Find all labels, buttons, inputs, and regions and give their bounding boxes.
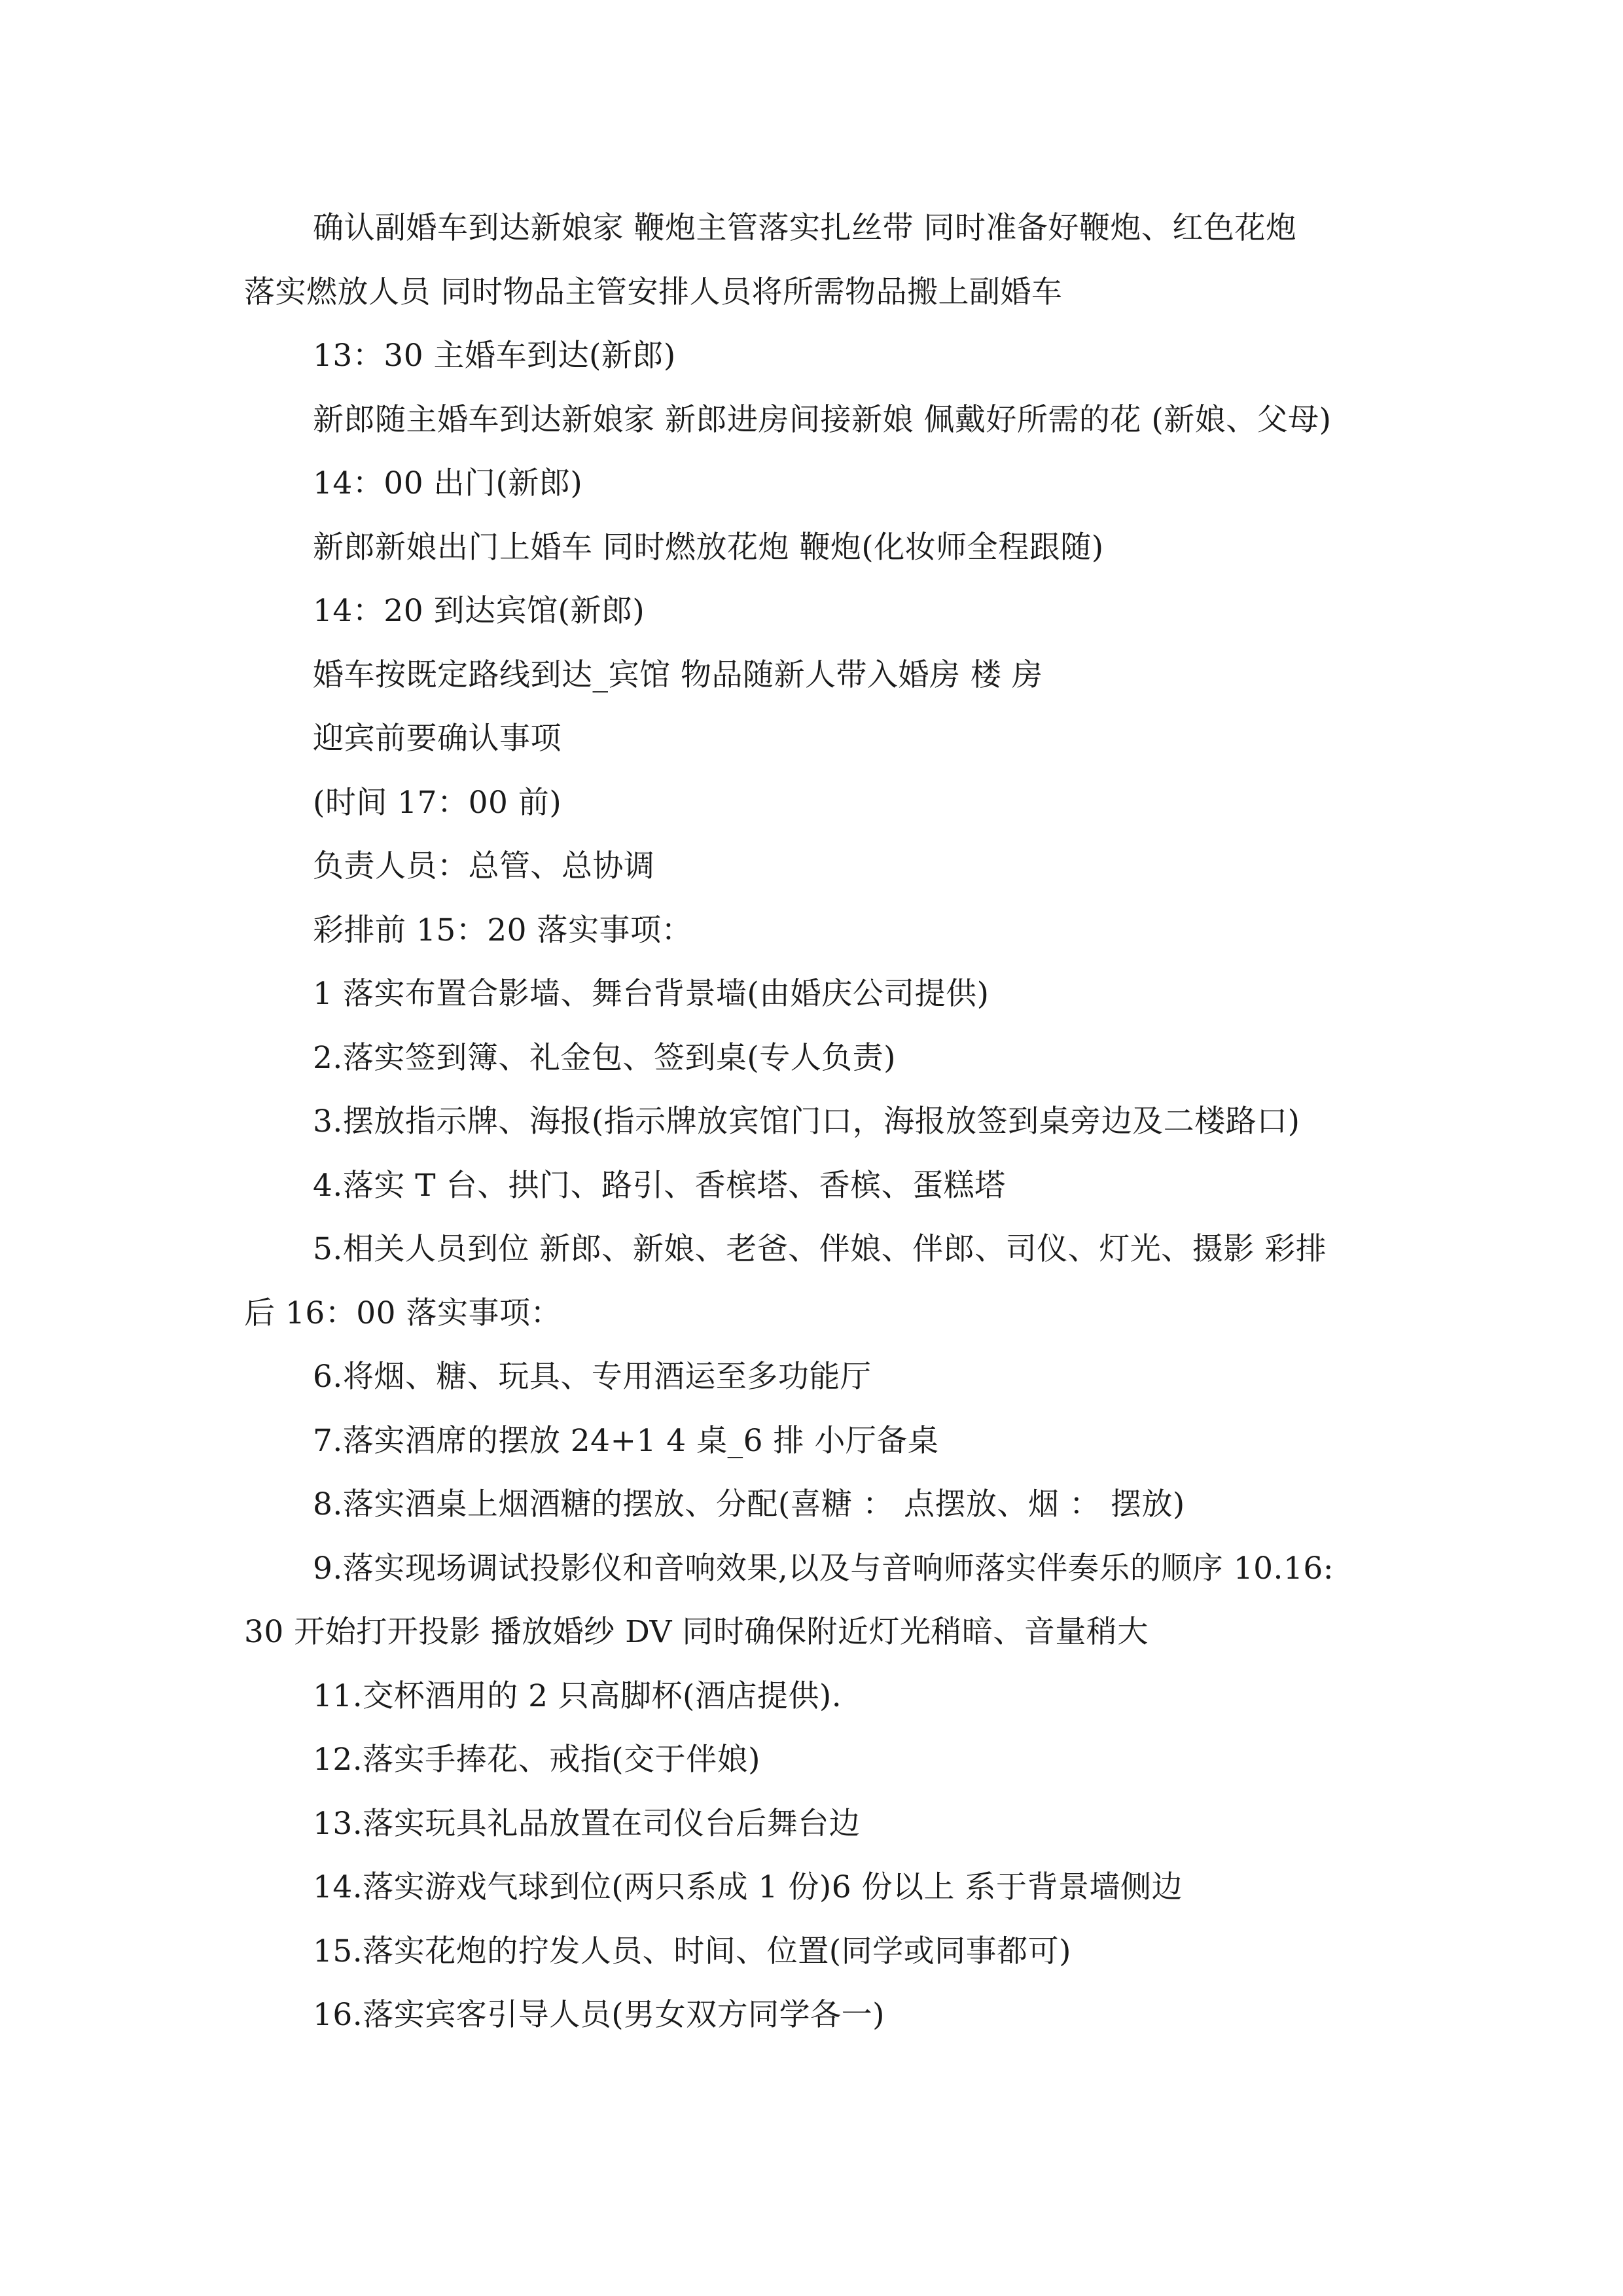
document-line: 13：30 主婚车到达(新郎) <box>313 338 676 374</box>
document-line: 负责人员：总管、总协调 <box>313 848 655 884</box>
document-line: 11.交杯酒用的 2 只高脚杯(酒店提供). <box>313 1677 842 1714</box>
document-line: 新郎随主婚车到达新娘家 新郎进房间接新娘 佩戴好所需的花 (新娘、父母) <box>313 401 1332 438</box>
document-line: 2.落实签到簿、礼金包、签到桌(专人负责) <box>313 1039 897 1076</box>
document-line: 确认副婚车到达新娘家 鞭炮主管落实扎丝带 同时准备好鞭炮、红色花炮 <box>313 210 1297 246</box>
document-line: 彩排前 15：20 落实事项： <box>313 912 692 948</box>
document-line: 迎宾前要确认事项 <box>313 721 562 757</box>
document-line: 4.落实 T 台、拱门、路引、香槟塔、香槟、蛋糕塔 <box>313 1167 1006 1204</box>
document-body <box>244 196 1389 2047</box>
document-line: 9.落实现场调试投影仪和音响效果,以及与音响师落实伴奏乐的顺序 10.16: <box>313 1550 1334 1587</box>
document-line: 3.摆放指示牌、海报(指示牌放宾馆门口，海报放签到桌旁边及二楼路口) <box>313 1103 1300 1139</box>
document-line: 15.落实花炮的拧发人员、时间、位置(同学或同事都可) <box>313 1933 1071 1969</box>
document-line: 婚车按既定路线到达_宾馆 物品随新人带入婚房 楼 房 <box>313 656 1043 693</box>
document-line: (时间 17：00 前) <box>313 784 562 821</box>
document-line: 后 16：00 落实事项： <box>244 1295 562 1331</box>
document-line: 5.相关人员到位 新郎、新娘、老爸、伴娘、伴郎、司仪、灯光、摄影 彩排 <box>313 1231 1327 1267</box>
document-line: 1 落实布置合影墙、舞台背景墙(由婚庆公司提供) <box>313 976 990 1012</box>
document-line: 14：00 出门(新郎) <box>313 465 583 501</box>
document-line: 30 开始打开投影 播放婚纱 DV 同时确保附近灯光稍暗、音量稍大 <box>244 1614 1149 1650</box>
document-line: 14.落实游戏气球到位(两只系成 1 份)6 份以上 系于背景墙侧边 <box>313 1869 1183 1905</box>
document-line: 14：20 到达宾馆(新郎) <box>313 593 645 629</box>
document-line: 16.落实宾客引导人员(男女双方同学各一) <box>313 1997 885 2033</box>
document-line: 7.落实酒席的摆放 24+1 4 桌_6 排 小厅备桌 <box>313 1422 939 1459</box>
document-line: 13.落实玩具礼品放置在司仪台后舞台边 <box>313 1805 861 1842</box>
document-line: 落实燃放人员 同时物品主管安排人员将所需物品搬上副婚车 <box>244 274 1063 310</box>
document-line: 6.将烟、糖、玩具、专用酒运至多功能厅 <box>313 1359 872 1395</box>
document-line: 12.落实手捧花、戒指(交于伴娘) <box>313 1742 760 1778</box>
document-line: 8.落实酒桌上烟酒糖的摆放、分配(喜糖 ： 点摆放、烟 ： 摆放) <box>313 1486 1185 1522</box>
document-line: 新郎新娘出门上婚车 同时燃放花炮 鞭炮(化妆师全程跟随) <box>313 529 1104 565</box>
